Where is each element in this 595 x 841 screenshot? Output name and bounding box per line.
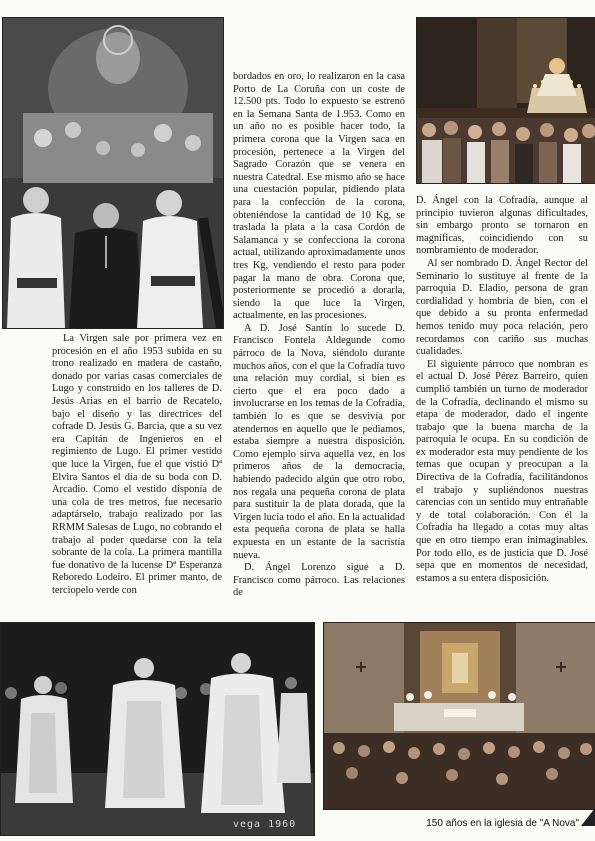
article-paragraph: D. Ángel con la Cofradía, aunque al principio tuvieron algunas dificultades, sin embargo pronto se tornaron en magníficas, coincidiendo con su nombramiento de moderador. (416, 195, 588, 257)
photo-virgin-float-church (416, 17, 595, 184)
article-paragraph: Al ser nombrado D. Ángel Rector del Seminario lo sustituye al frente de la parroquia D. Eladio, persona de gran cordialidad y hombría de bien, con el que debido a su pronta enfermedad hemos tenido muy poca relación, pero recordamos con cariño sus muchas cualidades. (416, 257, 588, 358)
page-footer: 150 años en la iglesia de "A Nova" (426, 818, 579, 829)
photo-church-interior-mass (323, 622, 595, 810)
photo-church-interior-mass-image (324, 623, 595, 809)
photo-virgin-throne-clergy-image (3, 18, 223, 328)
photo-virgin-throne-clergy (2, 17, 224, 329)
photo-procession-clergy (0, 622, 315, 836)
article-paragraph: D. Ángel Lorenzo sigue a D. Francisco como párroco. Las relaciones de (233, 562, 405, 599)
article-paragraph: bordados en oro, lo realizaron en la casa Porto de La Coruña con un coste de 12.500 pts. Todo lo expuesto se estrenó en la Semana Santa de 1.953. Como en un año no es posible hacer todo, la primera corona que la Virgen saca en procesión, pertenece a la Virgen del Sagrado Corazón que se venera en nuestra Catedral. Ese mismo año se hace una cuestación popular, pidiendo plata para la confección de la corona, obteniéndose la cantidad de 10 Kg, se traslada la plata a la casa Cordón de Salamanca y se confecciona la corona actual, utilizando aproximadamente unos tres Kg, vendiendo el resto para poder pagar la mano de obra. Corona que, posteriormente se procedió a dorarla, siendo la que luce la Virgen, actualmente, en las procesiones. (233, 71, 405, 322)
article-column-middle (233, 71, 405, 600)
article-column-left (52, 333, 222, 597)
photo-date-stamp: vega 1960 (233, 819, 297, 830)
article-column-right (416, 195, 588, 585)
article-paragraph: La Virgen sale por primera vez en procesión en el año 1953 subida en su trono realizado en madera de castaño, donado por varias casas comerciales de Lugo y construido en los talleres de D. Jesús Arias en el barrio de Recatelo, bajo el diseño y las directrices del cofrade D. Jesús G. Barcia, que a su vez era Capitán de Ingenieros en el regimiento de Lugo. El primer vestido que luce la Virgen, fue el que vistió Dª Elvira Santos el día de su boda con D. Arcadio. Como el vestido disponía de una cola de tres metros, fue necesario adaptárselo, trabajo realizado por las RRMM Salesas de Lugo, no cobrando el trabajo al poder quedarse con la tela sobrante de la cola. La primera mantilla fue donativo de la lucense Dª Esperanza Reboredo Lodeiro. El primer manto, de terciopelo verde con (52, 333, 222, 596)
article-paragraph: A D. José Santín lo sucede D. Francisco Fontela Aldegunde como párroco de la Nova, siéndolo durante muchos años, con el que la Cofradía tuvo una relación muy cordial, si bien es cierto que el era poco dado a involucrarse en los temas de la Cofradía, también lo es que se desvivía por atendernos en aquello que le pediamos, estaba siempre a nuestra disposición. Como ejemplo sirva aquella vez, en los primeros años de la democracia, habiendo padecido algún que otro robo, nos regala una pequeña corona de plata para sustituir la de plata dorada, que la Virgen lucía todo el año. En la actualidad esta pequeña corona de plata se halla expuesta en un estante de la sacristía nueva. (233, 322, 405, 561)
article-paragraph: El siguiente párroco que nombran es el actual D. José Pérez Barreiro, quien cumplió también un turno de moderador de la Cofradía, declinando el mismo su etapa de moderador, dado el ingente trabajo que la buena marcha de la parroquia le ocupa. En su condición de ex moderador esta muy pendiente de los temas que ocupan y preocupan a la Directiva de la Cofradía, facilitándonos el trabajo y supliéndonos nuestras carencias con un sentido muy entrañable y de total colaboración. Con él la Cofradía ha llegado a cotas muy altas que en otro tiempo eran inimaginables. Por todo ello, es de justicia que D. José sepa que en momentos de necesidad, estamos a su entera disposición. (416, 358, 588, 584)
page-corner-mark (581, 808, 595, 826)
photo-virgin-float-church-image (417, 18, 595, 183)
photo-procession-clergy-image (1, 623, 314, 835)
